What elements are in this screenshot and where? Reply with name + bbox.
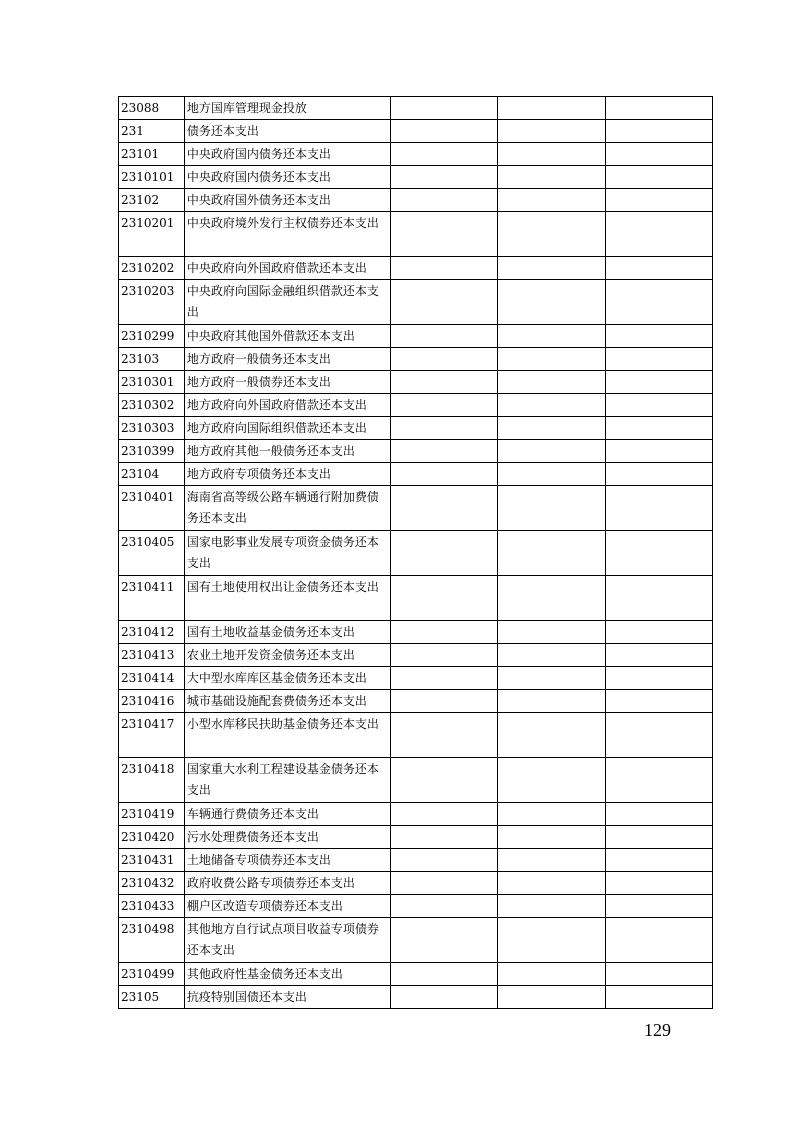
code-cell: 23104 — [119, 463, 185, 486]
value-cell — [605, 667, 712, 690]
code-cell: 2310101 — [119, 166, 185, 189]
name-cell: 小型水库移民扶助基金债务还本支出 — [184, 713, 390, 758]
value-cell — [390, 826, 497, 849]
name-cell: 土地储备专项债券还本支出 — [184, 849, 390, 872]
name-cell: 城市基础设施配套费债务还本支出 — [184, 690, 390, 713]
table-row — [119, 371, 713, 394]
value-cell — [498, 690, 605, 713]
code-cell: 2310432 — [119, 872, 185, 895]
value-cell — [605, 713, 712, 758]
value-cell — [605, 758, 712, 803]
table-row — [119, 394, 713, 417]
value-cell — [605, 872, 712, 895]
value-cell — [390, 394, 497, 417]
value-cell — [498, 417, 605, 440]
value-cell — [390, 872, 497, 895]
value-cell — [605, 97, 712, 120]
table-row — [119, 644, 713, 667]
name-cell: 地方国库管理现金投放 — [184, 97, 390, 120]
code-cell: 23088 — [119, 97, 185, 120]
value-cell — [498, 280, 605, 325]
value-cell — [390, 166, 497, 189]
value-cell — [605, 690, 712, 713]
value-cell — [605, 486, 712, 531]
code-cell: 2310299 — [119, 325, 185, 348]
table-body — [119, 97, 713, 1009]
code-cell: 2310412 — [119, 621, 185, 644]
table-row — [119, 212, 713, 257]
code-cell: 2310420 — [119, 826, 185, 849]
table-row — [119, 166, 713, 189]
name-cell: 中央政府国外债务还本支出 — [184, 189, 390, 212]
name-cell: 地方政府向外国政府借款还本支出 — [184, 394, 390, 417]
code-cell: 231 — [119, 120, 185, 143]
value-cell — [498, 644, 605, 667]
value-cell — [498, 826, 605, 849]
table-row — [119, 713, 713, 758]
table-row — [119, 621, 713, 644]
value-cell — [605, 371, 712, 394]
code-cell: 2310431 — [119, 849, 185, 872]
name-cell: 国有土地使用权出让金债务还本支出 — [184, 576, 390, 621]
value-cell — [390, 690, 497, 713]
name-cell: 国家重大水利工程建设基金债务还本支出 — [184, 758, 390, 803]
value-cell — [498, 667, 605, 690]
table-row — [119, 849, 713, 872]
value-cell — [605, 189, 712, 212]
name-cell: 中央政府境外发行主权债券还本支出 — [184, 212, 390, 257]
table-row — [119, 690, 713, 713]
value-cell — [498, 486, 605, 531]
name-cell: 地方政府向国际组织借款还本支出 — [184, 417, 390, 440]
value-cell — [390, 667, 497, 690]
name-cell: 污水处理费债务还本支出 — [184, 826, 390, 849]
table-row — [119, 872, 713, 895]
value-cell — [390, 895, 497, 918]
name-cell: 地方政府一般债务还本支出 — [184, 348, 390, 371]
value-cell — [498, 394, 605, 417]
value-cell — [605, 895, 712, 918]
name-cell: 债务还本支出 — [184, 120, 390, 143]
name-cell: 农业土地开发资金债务还本支出 — [184, 644, 390, 667]
name-cell: 中央政府向国际金融组织借款还本支出 — [184, 280, 390, 325]
value-cell — [390, 325, 497, 348]
value-cell — [498, 849, 605, 872]
value-cell — [498, 189, 605, 212]
name-cell: 中央政府其他国外借款还本支出 — [184, 325, 390, 348]
value-cell — [498, 803, 605, 826]
value-cell — [605, 394, 712, 417]
value-cell — [605, 120, 712, 143]
value-cell — [498, 440, 605, 463]
table-row — [119, 257, 713, 280]
value-cell — [390, 212, 497, 257]
table-row — [119, 417, 713, 440]
code-cell: 2310411 — [119, 576, 185, 621]
value-cell — [390, 758, 497, 803]
table-row — [119, 803, 713, 826]
name-cell: 国家电影事业发展专项资金债务还本支出 — [184, 531, 390, 576]
value-cell — [605, 440, 712, 463]
code-cell: 2310202 — [119, 257, 185, 280]
value-cell — [605, 531, 712, 576]
code-cell: 2310303 — [119, 417, 185, 440]
value-cell — [605, 576, 712, 621]
table-row — [119, 120, 713, 143]
table-row — [119, 667, 713, 690]
table-row — [119, 97, 713, 120]
value-cell — [498, 257, 605, 280]
table-row — [119, 531, 713, 576]
value-cell — [605, 826, 712, 849]
value-cell — [605, 257, 712, 280]
value-cell — [498, 143, 605, 166]
name-cell: 中央政府国内债务还本支出 — [184, 166, 390, 189]
value-cell — [498, 212, 605, 257]
name-cell: 地方政府其他一般债务还本支出 — [184, 440, 390, 463]
table-row — [119, 325, 713, 348]
value-cell — [390, 986, 497, 1009]
value-cell — [498, 713, 605, 758]
name-cell: 海南省高等级公路车辆通行附加费债务还本支出 — [184, 486, 390, 531]
name-cell: 抗疫特别国债还本支出 — [184, 986, 390, 1009]
value-cell — [605, 348, 712, 371]
table-row — [119, 826, 713, 849]
code-cell: 2310418 — [119, 758, 185, 803]
value-cell — [498, 758, 605, 803]
value-cell — [390, 463, 497, 486]
code-cell: 2310405 — [119, 531, 185, 576]
value-cell — [390, 486, 497, 531]
value-cell — [605, 463, 712, 486]
table-row — [119, 986, 713, 1009]
value-cell — [390, 440, 497, 463]
code-cell: 2310203 — [119, 280, 185, 325]
value-cell — [390, 280, 497, 325]
name-cell: 大中型水库库区基金债务还本支出 — [184, 667, 390, 690]
name-cell: 中央政府向外国政府借款还本支出 — [184, 257, 390, 280]
value-cell — [498, 895, 605, 918]
value-cell — [390, 120, 497, 143]
value-cell — [390, 621, 497, 644]
value-cell — [498, 872, 605, 895]
value-cell — [498, 97, 605, 120]
table-row — [119, 486, 713, 531]
table-row — [119, 918, 713, 963]
value-cell — [605, 325, 712, 348]
value-cell — [605, 417, 712, 440]
value-cell — [605, 963, 712, 986]
value-cell — [390, 644, 497, 667]
name-cell: 棚户区改造专项债券还本支出 — [184, 895, 390, 918]
name-cell: 地方政府一般债券还本支出 — [184, 371, 390, 394]
table-row — [119, 189, 713, 212]
value-cell — [605, 143, 712, 166]
table-row — [119, 895, 713, 918]
page-number: 129 — [644, 1020, 671, 1040]
value-cell — [390, 417, 497, 440]
value-cell — [390, 713, 497, 758]
code-cell: 2310401 — [119, 486, 185, 531]
code-cell: 23101 — [119, 143, 185, 166]
value-cell — [390, 803, 497, 826]
table-row — [119, 463, 713, 486]
value-cell — [605, 644, 712, 667]
value-cell — [390, 97, 497, 120]
value-cell — [498, 371, 605, 394]
name-cell: 政府收费公路专项债券还本支出 — [184, 872, 390, 895]
name-cell: 中央政府国内债务还本支出 — [184, 143, 390, 166]
value-cell — [390, 189, 497, 212]
table-row — [119, 963, 713, 986]
code-cell: 23103 — [119, 348, 185, 371]
code-cell: 2310413 — [119, 644, 185, 667]
value-cell — [605, 212, 712, 257]
code-cell: 2310499 — [119, 963, 185, 986]
value-cell — [605, 849, 712, 872]
value-cell — [498, 166, 605, 189]
name-cell: 其他政府性基金债务还本支出 — [184, 963, 390, 986]
value-cell — [605, 803, 712, 826]
value-cell — [498, 463, 605, 486]
value-cell — [605, 986, 712, 1009]
table-row — [119, 143, 713, 166]
name-cell: 其他地方自行试点项目收益专项债券还本支出 — [184, 918, 390, 963]
code-cell: 2310416 — [119, 690, 185, 713]
value-cell — [390, 348, 497, 371]
code-cell: 2310399 — [119, 440, 185, 463]
table-row — [119, 440, 713, 463]
value-cell — [605, 621, 712, 644]
value-cell — [498, 576, 605, 621]
code-cell: 2310417 — [119, 713, 185, 758]
value-cell — [605, 918, 712, 963]
value-cell — [390, 963, 497, 986]
name-cell: 车辆通行费债务还本支出 — [184, 803, 390, 826]
code-cell: 2310433 — [119, 895, 185, 918]
value-cell — [498, 621, 605, 644]
code-cell: 2310201 — [119, 212, 185, 257]
table-row — [119, 758, 713, 803]
value-cell — [498, 348, 605, 371]
value-cell — [390, 257, 497, 280]
value-cell — [390, 849, 497, 872]
value-cell — [390, 371, 497, 394]
value-cell — [498, 986, 605, 1009]
value-cell — [605, 166, 712, 189]
code-cell: 23102 — [119, 189, 185, 212]
value-cell — [498, 918, 605, 963]
code-cell: 2310301 — [119, 371, 185, 394]
table-row — [119, 348, 713, 371]
name-cell: 国有土地收益基金债务还本支出 — [184, 621, 390, 644]
value-cell — [498, 963, 605, 986]
code-cell: 2310414 — [119, 667, 185, 690]
value-cell — [498, 120, 605, 143]
budget-table — [118, 96, 713, 1009]
value-cell — [498, 325, 605, 348]
value-cell — [390, 531, 497, 576]
value-cell — [390, 143, 497, 166]
name-cell: 地方政府专项债务还本支出 — [184, 463, 390, 486]
value-cell — [498, 531, 605, 576]
table-row — [119, 280, 713, 325]
code-cell: 2310302 — [119, 394, 185, 417]
value-cell — [605, 280, 712, 325]
code-cell: 2310498 — [119, 918, 185, 963]
table-row — [119, 576, 713, 621]
code-cell: 23105 — [119, 986, 185, 1009]
value-cell — [390, 576, 497, 621]
value-cell — [390, 918, 497, 963]
code-cell: 2310419 — [119, 803, 185, 826]
